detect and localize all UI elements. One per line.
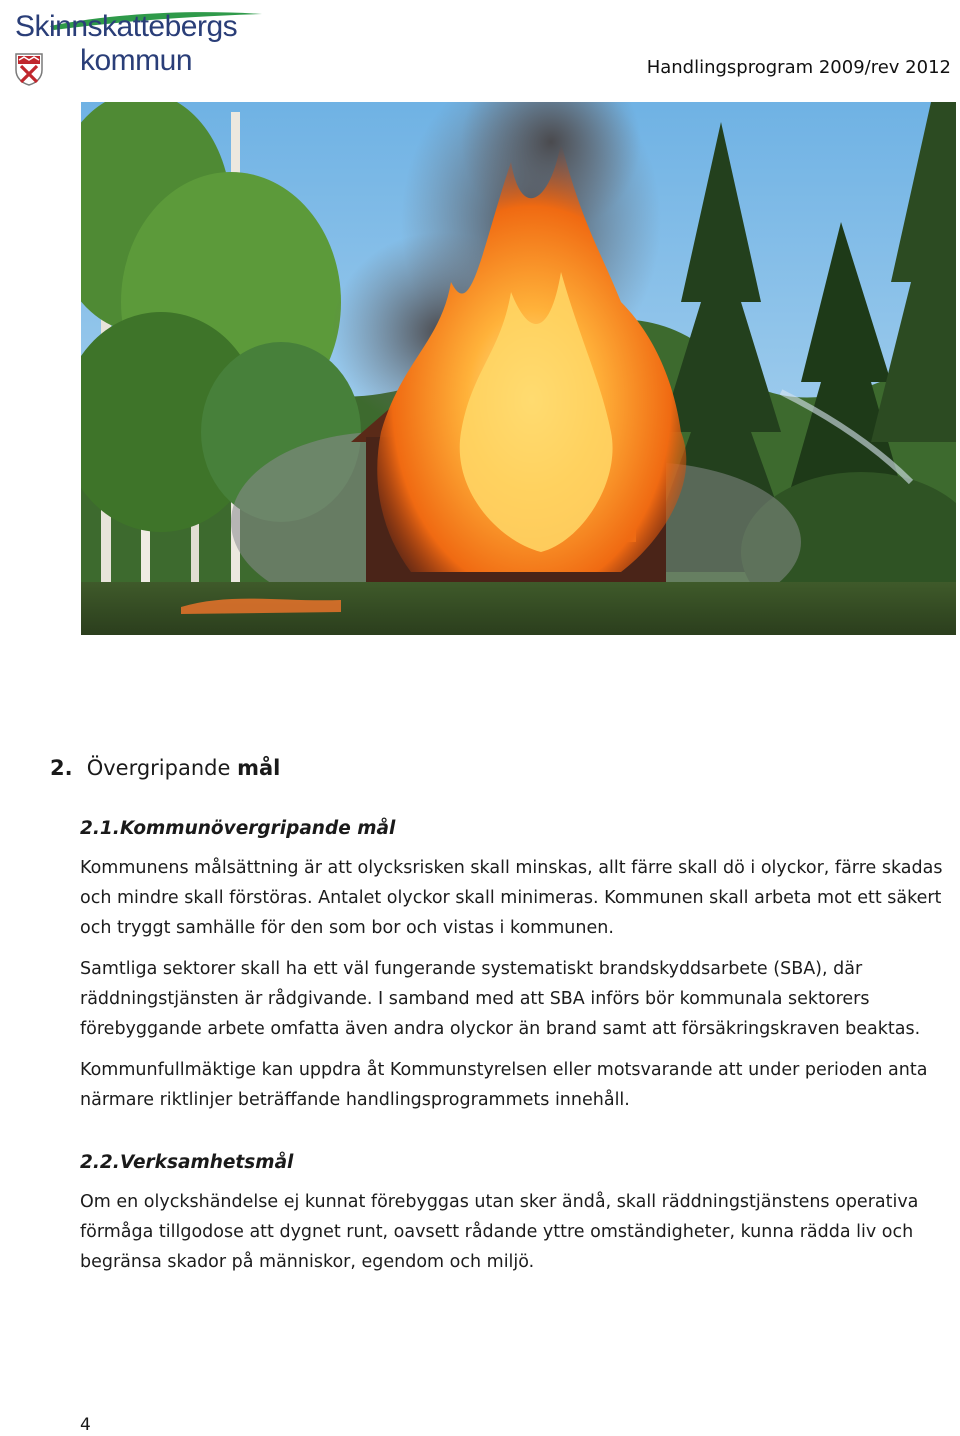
section-title-prefix: Övergripande — [86, 756, 238, 780]
municipality-logo — [10, 8, 270, 84]
coat-of-arms-icon — [14, 52, 44, 86]
page-number: 4 — [80, 1415, 91, 1435]
paragraph: Samtliga sektorer skall ha ett väl fungerande systematiskt brandskyddsarbete (SBA), där räddningstjänsten är rådgivande. I samband med att SBA införs bör kommunala sektorers förebyggande arbete omfatta även andra olyckor än brand samt att försäkringskraven beaktas. — [80, 959, 921, 1039]
logo-text-line1: Skinnskattebergs — [15, 10, 238, 43]
paragraph: Om en olyckshändelse ej kunnat förebyggas utan sker ändå, skall räddningstjänstens operativa förmåga tillgodose att dygnet runt, oavsett rådande yttre omständigheter, kunna rädda liv och begränsa skador på människor, egendom och miljö. — [80, 1192, 919, 1272]
subsection-number: 2.1. — [80, 818, 120, 839]
document-title: Handlingsprogram 2009/rev 2012 — [646, 57, 951, 78]
section-number: 2. — [50, 756, 73, 780]
burning-house-photo — [81, 102, 956, 635]
subsection-title: Verksamhetsmål — [120, 1152, 294, 1173]
paragraph: Kommunens målsättning är att olycksrisken skall minskas, allt färre skall dö i olyckor, färre skadas och mindre skall förstöras. Antalet olyckor skall minimeras. Kommunen skall arbeta mot ett säkert och tryggt samhälle för den som bor och vistas i kommunen. — [80, 858, 943, 938]
subsection-heading-2-2 — [80, 1152, 293, 1173]
subsection-number: 2.2. — [80, 1152, 120, 1173]
burning-house-illustration — [81, 102, 956, 635]
section-title-bold: mål — [237, 756, 281, 780]
subsection-heading-2-1 — [80, 818, 395, 839]
section-heading — [50, 756, 280, 780]
logo-text-line2: kommun — [80, 44, 193, 77]
subsection-title: Kommunövergripande mål — [120, 818, 396, 839]
paragraph: Kommunfullmäktige kan uppdra åt Kommunstyrelsen eller motsvarande att under perioden anta närmare riktlinjer beträffande handlingsprogrammets innehåll. — [80, 1060, 928, 1110]
